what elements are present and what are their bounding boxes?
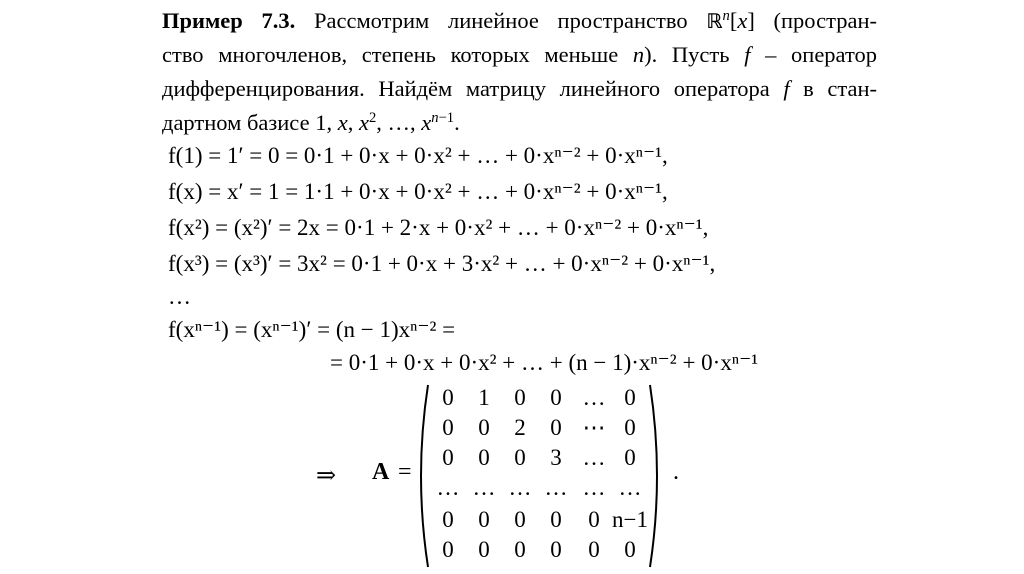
paragraph-line-1: Пример 7.3. Рассмотрим линейное пространство ℝ$^n$[x] (простран- xyxy=(162,7,877,33)
line-3-text: дифференцирования. Найдём матрицу линейного оператора xyxy=(162,76,784,101)
matrix-cell: 0 xyxy=(514,445,526,470)
matrix-equals: = xyxy=(398,459,412,485)
equation-3: f(x²) = (x²)′ = 2x = 0·1 + 2·x + 0·x² + … + 0·xⁿ⁻² + 0·xⁿ⁻¹, xyxy=(168,215,709,240)
matrix-cell: … xyxy=(544,475,568,500)
paragraph-line-3: дифференцирования. Найдём матрицу линейного оператора f в стан- xyxy=(162,76,877,101)
paragraph-line-4: дартном базисе 1, x, $x^2$, …, $x^{n-1}$. xyxy=(162,109,460,135)
right-paren xyxy=(646,383,666,569)
matrix-cell: 0 xyxy=(478,507,490,532)
matrix-period: . xyxy=(673,459,679,485)
matrix-cell: 0 xyxy=(624,385,636,410)
equation-ellipsis: … xyxy=(168,284,191,309)
equation-1: f(1) = 1′ = 0 = 0·1 + 0·x + 0·x² + … + 0·xⁿ⁻² + 0·xⁿ⁻¹, xyxy=(168,143,668,168)
real-numbers-symbol: ℝ xyxy=(706,9,723,33)
matrix-cell: 0 xyxy=(514,385,526,410)
matrix-cell: 0 xyxy=(478,445,490,470)
matrix-block xyxy=(300,383,700,569)
matrix-cell: … xyxy=(582,445,606,470)
equation-2: f(x) = x′ = 1 = 1·1 + 0·x + 0·x² + … + 0·xⁿ⁻² + 0·xⁿ⁻¹, xyxy=(168,179,668,204)
matrix-cell: 2 xyxy=(514,415,526,440)
equation-5-continued: = 0·1 + 0·x + 0·x² + … + (n − 1)·xⁿ⁻² + 0·xⁿ⁻¹ xyxy=(330,350,759,375)
matrix-cell: … xyxy=(582,475,606,500)
matrix-cell: n−1 xyxy=(612,507,648,532)
example-heading: Пример 7.3. xyxy=(162,8,296,33)
line-1-tail: (простран- xyxy=(754,8,877,33)
matrix-cell: 0 xyxy=(442,507,454,532)
matrix-cell: … xyxy=(618,475,642,500)
matrix-cell: ⋯ xyxy=(582,415,606,440)
matrix-cell: 0 xyxy=(514,507,526,532)
matrix-cell: 0 xyxy=(514,537,526,562)
matrix-cell: 0 xyxy=(550,537,562,562)
paragraph-line-2: ство многочленов, степень которых меньше n). Пусть f – оператор xyxy=(162,42,877,67)
matrix-cell: 0 xyxy=(442,445,454,470)
line-2-tail-b: – оператор xyxy=(750,42,877,67)
equation-5: f(xⁿ⁻¹) = (xⁿ⁻¹)′ = (n − 1)xⁿ⁻² = xyxy=(168,317,456,342)
example-paragraph xyxy=(162,4,877,140)
implies-symbol: ⇒ xyxy=(316,463,337,489)
matrix-cell: 0 xyxy=(588,507,600,532)
matrix-cell: 0 xyxy=(442,385,454,410)
line-4-text: дартном базисе xyxy=(162,110,316,135)
matrix-cell: 0 xyxy=(588,537,600,562)
line-1-text: Рассмотрим линейное пространство xyxy=(313,8,707,33)
matrix-cell: 0 xyxy=(624,445,636,470)
matrix-cell: … xyxy=(436,475,460,500)
matrix-cell: … xyxy=(582,385,606,410)
equation-4: f(x³) = (x³)′ = 3x² = 0·1 + 0·x + 3·x² + … + 0·xⁿ⁻² + 0·xⁿ⁻¹, xyxy=(168,251,716,276)
matrix-cell: 0 xyxy=(442,415,454,440)
matrix-cell: 0 xyxy=(478,537,490,562)
matrix-cell: 0 xyxy=(624,415,636,440)
matrix-cell: … xyxy=(472,475,496,500)
matrix-cell: 1 xyxy=(478,385,490,410)
matrix-cell: … xyxy=(508,475,532,500)
line-2-tail-a: ). Пусть xyxy=(644,42,745,67)
line-2-text: ство многочленов, степень которых меньше xyxy=(162,42,633,67)
matrix-cell: 0 xyxy=(550,507,562,532)
matrix-cell: 3 xyxy=(550,445,562,470)
matrix-cell: 0 xyxy=(442,537,454,562)
left-paren xyxy=(412,383,432,569)
matrix-cell: 0 xyxy=(550,385,562,410)
matrix-name: A xyxy=(372,459,390,485)
matrix-grid xyxy=(430,383,650,569)
matrix-cell: 0 xyxy=(624,537,636,562)
matrix-cell: 0 xyxy=(478,415,490,440)
matrix-cell: 0 xyxy=(550,415,562,440)
line-3-tail: в стан- xyxy=(789,76,877,101)
